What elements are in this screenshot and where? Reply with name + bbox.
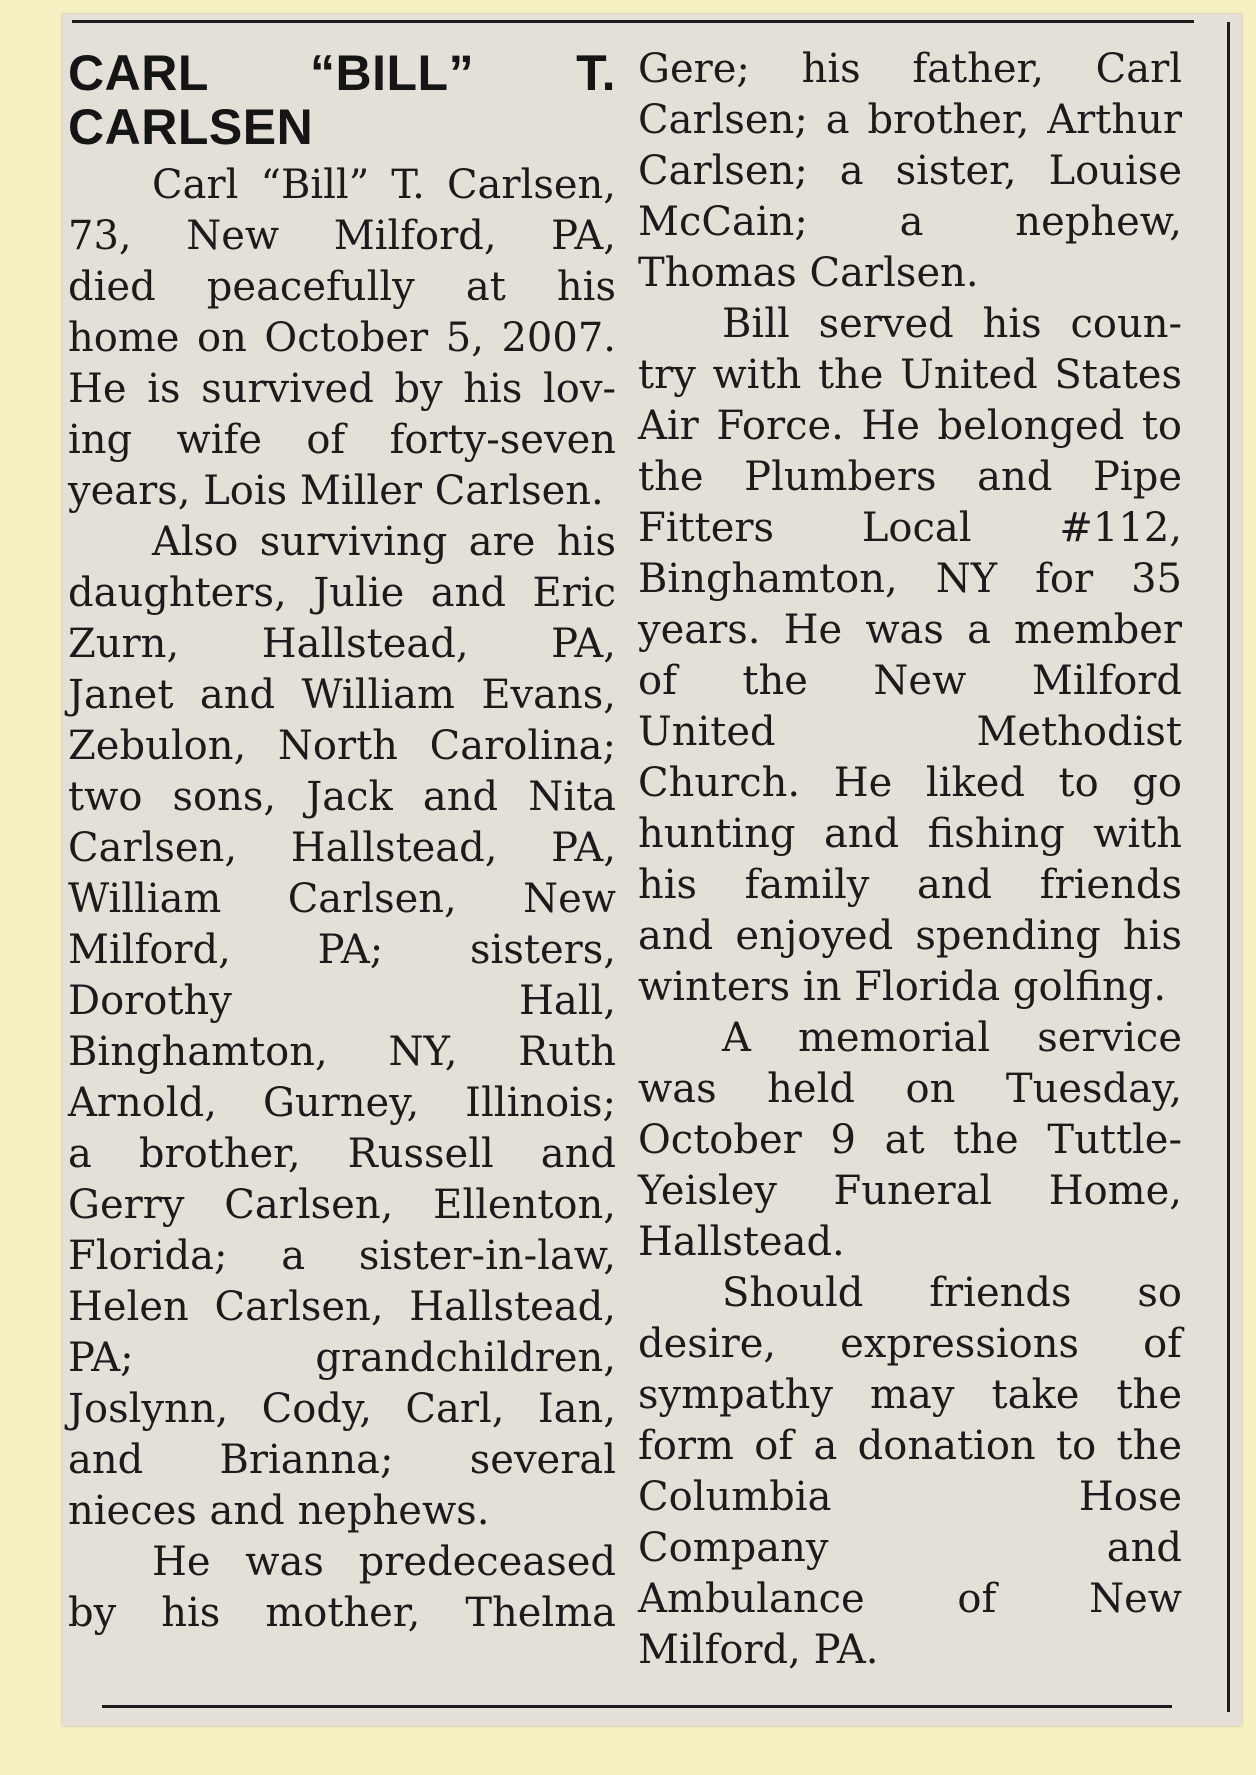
text-line: ing wife of forty-seven [68,417,616,463]
text-line: Janet and William Evans, [68,672,616,718]
text-line: Zurn, Hallstead, PA, [68,621,616,667]
text-line: and Brianna; several [68,1437,616,1483]
right-column [638,44,1182,1676]
text-line: William Carlsen, New [68,876,616,922]
text-line: Milford, PA. [638,1627,879,1673]
text-line: Bill served his coun- [722,301,1182,347]
text-line: Also surviving are his [152,519,616,565]
text-line: Should friends so [722,1270,1182,1316]
text-line: Arnold, Gurney, Illinois; [68,1080,616,1126]
text-line: A memorial service [722,1015,1182,1061]
text-line: United Methodist [638,709,1182,755]
text-line: two sons, Jack and Nita [68,774,616,820]
text-line: He is survived by his lov- [68,366,616,412]
right-rule [1227,22,1230,1712]
headline-line-1: CARL “BILL” T. [68,45,616,101]
text-line: Helen Carlsen, Hallstead, [68,1284,616,1330]
left-column [68,44,616,1639]
top-rule [72,20,1194,23]
text-line: sympathy may take the [638,1372,1182,1418]
text-line: Carlsen; a brother, Arthur [638,97,1182,143]
text-line: Dorothy Hall, [68,978,616,1024]
text-line: desire, expressions of [638,1321,1182,1367]
text-line: Carlsen; a sister, Louise [638,148,1182,194]
text-line: of the New Milford [638,658,1182,704]
text-line: October 9 at the Tuttle- [638,1117,1182,1163]
text-line: Columbia Hose [638,1474,1182,1520]
text-line: Gerry Carlsen, Ellenton, [68,1182,616,1228]
text-line: Binghamton, NY for 35 [638,556,1182,602]
text-line: Yeisley Funeral Home, [638,1168,1182,1214]
text-line: nieces and nephews. [68,1488,490,1534]
text-line: PA; grandchildren, [68,1335,616,1381]
text-line: was held on Tuesday, [638,1066,1182,1112]
text-line: hunting and fishing with [638,811,1182,857]
bottom-rule [102,1705,1172,1708]
text-line: years. He was a member [638,607,1182,653]
text-line: form of a donation to the [638,1423,1182,1469]
text-line: Joslynn, Cody, Carl, Ian, [68,1386,616,1432]
obituary-headline [68,46,616,154]
text-line: Hallstead. [638,1219,845,1265]
text-line: Fitters Local #112, [638,505,1182,551]
newspaper-clipping [62,14,1242,1726]
text-line: and enjoyed spending his [638,913,1182,959]
right-column-text [638,44,1182,1676]
text-line: Thomas Carlsen. [638,250,979,296]
text-line: by his mother, Thelma [68,1590,616,1636]
text-line: the Plumbers and Pipe [638,454,1182,500]
text-line: Ambulance of New [638,1576,1182,1622]
left-column-text [68,160,616,1639]
text-line: 73, New Milford, PA, [68,213,616,259]
text-line: his family and friends [638,862,1182,908]
text-line: Zebulon, North Carolina; [68,723,616,769]
text-line: Milford, PA; sisters, [68,927,616,973]
text-line: Florida; a sister-in-law, [68,1233,616,1279]
text-line: Binghamton, NY, Ruth [68,1029,616,1075]
text-line: Church. He liked to go [638,760,1182,806]
text-line: Company and [638,1525,1182,1571]
text-line: McCain; a nephew, [638,199,1182,245]
text-line: Air Force. He belonged to [638,403,1182,449]
text-line: Gere; his father, Carl [638,46,1182,92]
text-line: died peacefully at his [68,264,616,310]
text-line: daughters, Julie and Eric [68,570,616,616]
text-line: He was predeceased [152,1539,616,1585]
text-line: Carl “Bill” T. Carlsen, [152,162,616,208]
text-line: Carlsen, Hallstead, PA, [68,825,616,871]
text-line: years, Lois Miller Carlsen. [68,468,604,514]
headline-line-2: CARLSEN [68,99,314,155]
text-line: home on October 5, 2007. [68,315,616,361]
text-line: try with the United States [638,352,1182,398]
text-line: a brother, Russell and [68,1131,616,1177]
text-line: winters in Florida golfing. [638,964,1167,1010]
